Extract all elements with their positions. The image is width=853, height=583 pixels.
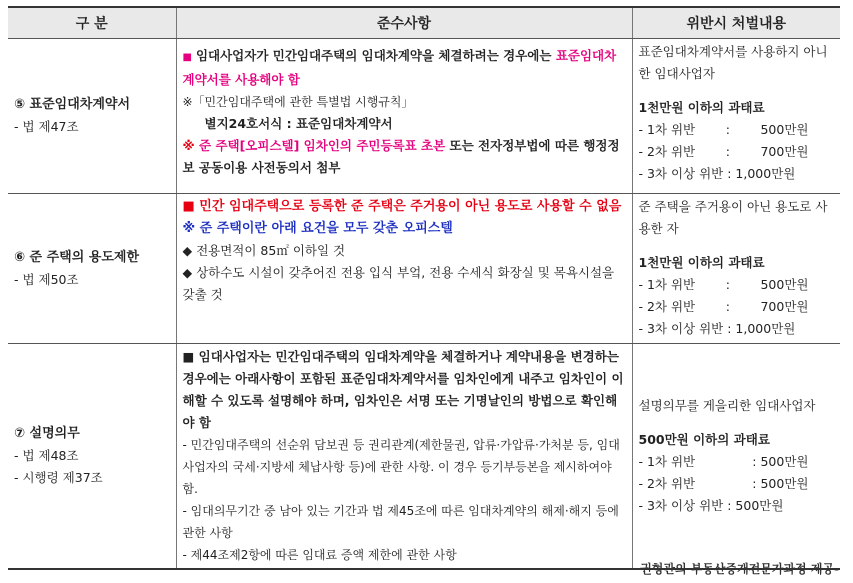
bullet-icon: ■ (182, 52, 192, 63)
compliance-cell (176, 344, 632, 570)
compliance-note: 또는 전자정부법에 따른 행정정보 공동이용 사전동의서 첨부 (182, 138, 620, 175)
compliance-highlight: 표준임대차계약서를 사용해야 함 (182, 48, 617, 87)
note-mark: ※ (182, 138, 195, 153)
table-row (8, 39, 840, 194)
header-compliance: 준수사항 (176, 7, 632, 39)
category-cell (8, 344, 176, 570)
compliance-note: ※ 준 주택이란 아래 요건을 모두 갖춘 오피스텔 (182, 221, 453, 236)
compliance-item: - 임대의무기간 중 남아 있는 기간과 법 제45조에 따른 임대차계약의 해제·해지 등에 관한 사항 (182, 504, 619, 540)
compliance-item: - 제44조제2항에 따른 임대료 증액 제한에 관한 사항 (182, 548, 457, 562)
compliance-main: 임대사업자가 민간임대주택의 임대차계약을 체결하려는 경우에는 (195, 48, 556, 63)
compliance-main: ■ 민간 임대주택으로 등록한 준 주택은 주거용이 아닌 용도로 사용할 수 없음 (182, 199, 622, 214)
penalty-fine: 1천만원 이하의 과태료 (638, 255, 765, 270)
category-title: ⑥ 준 주택의 용도제한 (14, 249, 140, 265)
table-row (8, 194, 840, 344)
penalty-fine: 1천만원 이하의 과태료 (638, 100, 765, 115)
category-law: - 법 제48조 (14, 448, 79, 463)
penalty-description: 설명의무를 게을리한 임대사업자 (638, 398, 816, 413)
category-cell (8, 194, 176, 344)
compliance-item: ◆ 상하수도 시설이 갖추어진 전용 입식 부엌, 전용 수세식 화장실 및 목욕시설을 갖출 것 (182, 265, 615, 302)
category-law: - 법 제47조 (14, 119, 79, 134)
penalty-cell (632, 194, 840, 344)
penalty-step: - 2차 위반 : 700만원 (638, 299, 809, 314)
header-category: 구 분 (8, 7, 176, 39)
penalty-step: - 2차 위반 : 700만원 (638, 144, 809, 159)
penalty-step: - 2차 위반 : 500만원 (638, 476, 809, 491)
penalty-cell (632, 39, 840, 194)
category-title: ⑤ 표준임대차계약서 (14, 97, 130, 112)
penalty-description: 표준임대차계약서를 사용하지 아니한 임대사업자 (638, 44, 828, 81)
category-law: - 시행령 제37조 (14, 470, 103, 485)
source-credit: 권형관의 부동산중개전문가과정 제공- (640, 562, 839, 576)
table-header-row (8, 7, 840, 39)
compliance-main: ■ 임대사업자는 민간임대주택의 임대차계약을 체결하거나 계약내용을 변경하는 경우에는 아래사항이 포함된 표준임대차계약서를 임차인에게 내주고 임차인이 이해할 수 있도록 설명해야 하며, 임차인은 서명 또는 기명날인의 방법으로 확인해야 함 (182, 349, 624, 430)
compliance-reference: ※「민간임대주택에 관한 특별법 시행규칙」 (182, 95, 414, 109)
header-penalty: 위반시 처벌내용 (632, 7, 840, 39)
category-law: - 법 제50조 (14, 271, 79, 287)
penalty-cell (632, 344, 840, 570)
penalty-fine: 500만원 이하의 과태료 (638, 432, 770, 447)
compliance-note-highlight: 준 주택[오피스텔] 임차인의 주민등록표 초본 (199, 138, 446, 153)
compliance-cell (176, 194, 632, 344)
penalty-step: - 3차 이상 위반 : 1,000만원 (638, 321, 796, 336)
compliance-cell (176, 39, 632, 194)
compliance-form: 별지24호서식 : 표준임대차계약서 (204, 116, 393, 131)
penalty-step: - 1차 위반 : 500만원 (638, 122, 809, 137)
penalty-step: - 1차 위반 : 500만원 (638, 454, 809, 469)
compliance-item: - 민간임대주택의 선순위 담보권 등 권리관계(제한물권, 압류·가압류·가처분 등, 임대사업자의 국세·지방세 체납사항 등)에 관한 사항. 이 경우 등기부등본을 제시하여야 함. (182, 438, 620, 496)
table-row (8, 344, 840, 570)
category-cell (8, 39, 176, 194)
penalty-step: - 3차 이상 위반 : 1,000만원 (638, 166, 796, 181)
penalty-description: 준 주택을 주거용이 아닌 용도로 사용한 자 (638, 199, 828, 236)
penalty-step: - 3차 이상 위반 : 500만원 (638, 498, 784, 513)
regulation-table (8, 6, 840, 570)
compliance-item: ◆ 전용면적이 85㎡ 이하일 것 (182, 243, 346, 258)
penalty-step: - 1차 위반 : 500만원 (638, 277, 809, 292)
category-title: ⑦ 설명의무 (14, 426, 80, 441)
